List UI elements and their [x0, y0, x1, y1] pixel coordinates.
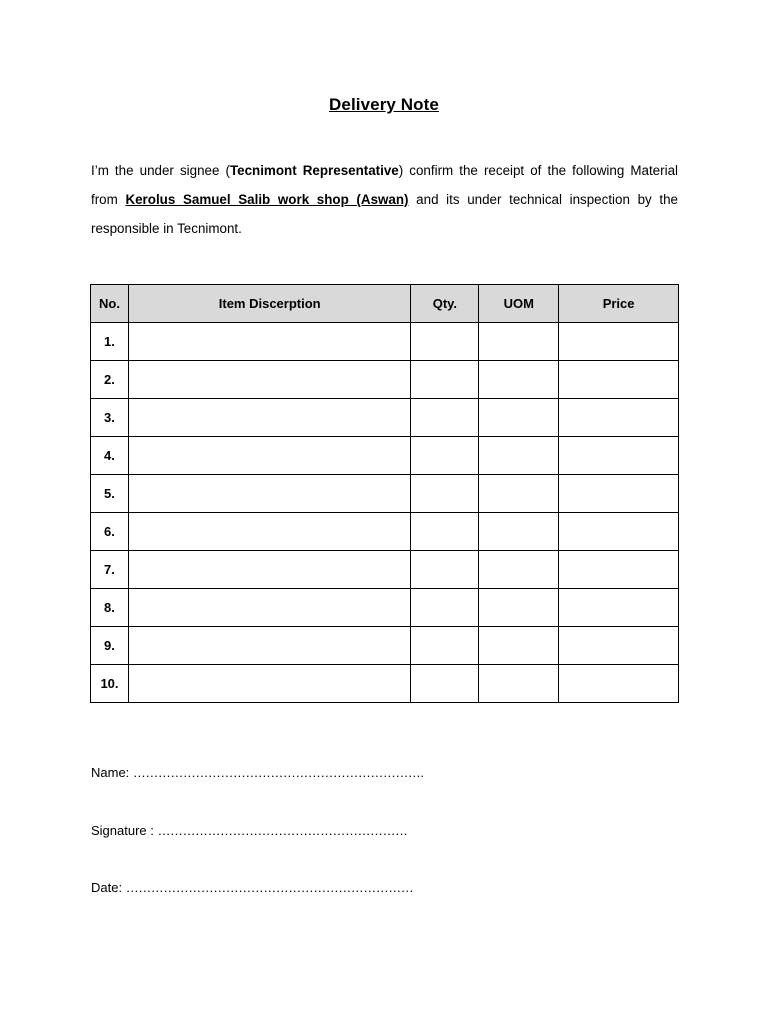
date-label: Date:	[91, 880, 126, 895]
name-label: Name:	[91, 765, 133, 780]
row-number: 4.	[91, 437, 129, 475]
table-row	[91, 361, 679, 399]
uom-cell[interactable]	[479, 589, 559, 627]
row-number: 8.	[91, 589, 129, 627]
price-cell[interactable]	[559, 665, 679, 703]
table-row	[91, 513, 679, 551]
uom-cell[interactable]	[479, 437, 559, 475]
row-number: 10.	[91, 665, 129, 703]
price-cell[interactable]	[559, 627, 679, 665]
item-description-cell[interactable]	[128, 361, 410, 399]
name-field[interactable]	[91, 765, 424, 780]
uom-cell[interactable]	[479, 551, 559, 589]
row-number: 9.	[91, 627, 129, 665]
uom-cell[interactable]	[479, 399, 559, 437]
item-description-cell[interactable]	[128, 589, 410, 627]
item-description-cell[interactable]	[128, 551, 410, 589]
qty-cell[interactable]	[411, 665, 479, 703]
qty-cell[interactable]	[411, 589, 479, 627]
table-row	[91, 589, 679, 627]
qty-cell[interactable]	[411, 323, 479, 361]
uom-cell[interactable]	[479, 627, 559, 665]
date-field[interactable]	[91, 880, 413, 895]
table-row	[91, 665, 679, 703]
table-row	[91, 627, 679, 665]
price-cell[interactable]	[559, 475, 679, 513]
representative-name: Tecnimont Representative	[229, 163, 399, 178]
intro-text-3: and its under technical inspection by the responsible in Tecnimont.	[91, 192, 678, 236]
intro-paragraph	[91, 156, 678, 243]
items-table	[90, 284, 679, 703]
table-row	[91, 437, 679, 475]
item-description-cell[interactable]	[128, 399, 410, 437]
price-cell[interactable]	[559, 361, 679, 399]
qty-cell[interactable]	[411, 399, 479, 437]
item-description-cell[interactable]	[128, 513, 410, 551]
uom-cell[interactable]	[479, 513, 559, 551]
table-body	[91, 323, 679, 703]
header-no: No.	[91, 285, 129, 323]
item-description-cell[interactable]	[128, 665, 410, 703]
document-title: Delivery Note	[329, 95, 439, 114]
header-uom: UOM	[479, 285, 559, 323]
signature-field[interactable]	[91, 823, 408, 838]
workshop-name: Kerolus Samuel Salib work shop (Aswan)	[125, 192, 409, 207]
price-cell[interactable]	[559, 437, 679, 475]
uom-cell[interactable]	[479, 361, 559, 399]
item-description-cell[interactable]	[128, 437, 410, 475]
header-qty: Qty.	[411, 285, 479, 323]
uom-cell[interactable]	[479, 475, 559, 513]
table-row	[91, 399, 679, 437]
row-number: 1.	[91, 323, 129, 361]
qty-cell[interactable]	[411, 437, 479, 475]
signature-dotted-line[interactable]: ……………………………………………………	[157, 823, 408, 838]
header-item-description: Item Discerption	[128, 285, 410, 323]
qty-cell[interactable]	[411, 475, 479, 513]
date-dotted-line[interactable]: ……………………………………………………………	[125, 880, 414, 895]
header-price: Price	[559, 285, 679, 323]
price-cell[interactable]	[559, 323, 679, 361]
row-number: 6.	[91, 513, 129, 551]
intro-text-1: I’m the under signee (	[91, 163, 230, 178]
row-number: 5.	[91, 475, 129, 513]
price-cell[interactable]	[559, 551, 679, 589]
uom-cell[interactable]	[479, 665, 559, 703]
row-number: 7.	[91, 551, 129, 589]
qty-cell[interactable]	[411, 551, 479, 589]
item-description-cell[interactable]	[128, 475, 410, 513]
qty-cell[interactable]	[411, 361, 479, 399]
price-cell[interactable]	[559, 589, 679, 627]
name-dotted-line[interactable]: …………………………………………………………….	[132, 765, 424, 780]
qty-cell[interactable]	[411, 513, 479, 551]
price-cell[interactable]	[559, 513, 679, 551]
table-row	[91, 551, 679, 589]
intro-text-2: ) confirm the receipt of the following Material from	[91, 163, 678, 207]
row-number: 2.	[91, 361, 129, 399]
item-description-cell[interactable]	[128, 323, 410, 361]
uom-cell[interactable]	[479, 323, 559, 361]
price-cell[interactable]	[559, 399, 679, 437]
table-row	[91, 323, 679, 361]
table-header-row	[91, 285, 679, 323]
row-number: 3.	[91, 399, 129, 437]
qty-cell[interactable]	[411, 627, 479, 665]
item-description-cell[interactable]	[128, 627, 410, 665]
table-row	[91, 475, 679, 513]
signature-label: Signature :	[91, 823, 158, 838]
